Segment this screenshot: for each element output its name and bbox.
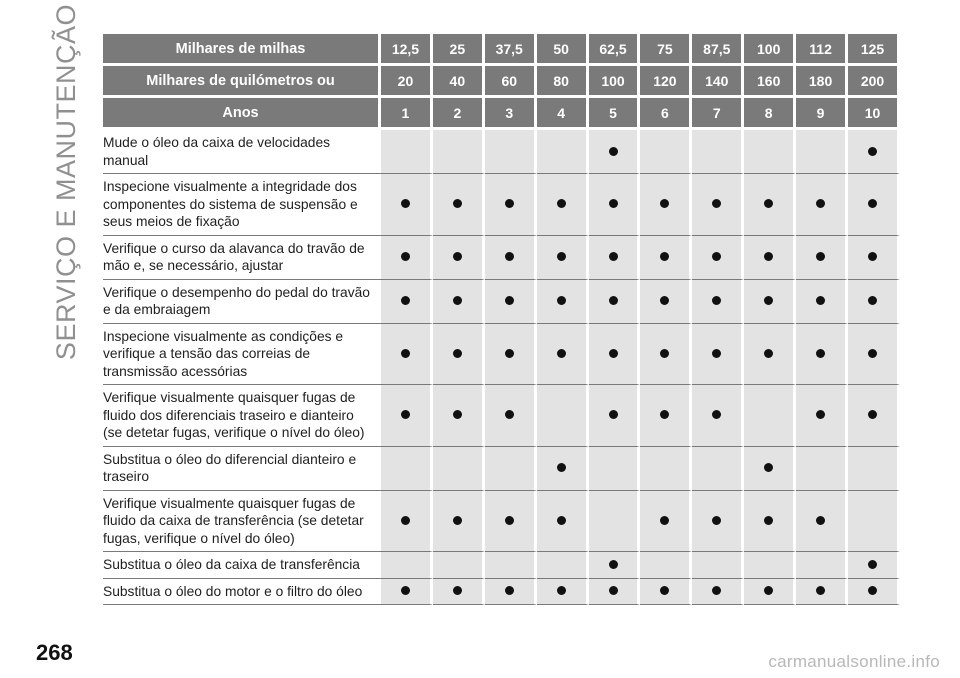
scheduled-cell — [589, 579, 641, 606]
empty-cell — [796, 552, 848, 579]
scheduled-cell — [692, 491, 744, 553]
interval-value: 20 — [381, 66, 433, 98]
scheduled-cell — [485, 579, 537, 606]
bullet-dot-icon — [505, 252, 514, 261]
scheduled-cell — [848, 130, 900, 174]
empty-cell — [848, 447, 900, 491]
bullet-dot-icon — [609, 349, 618, 358]
bullet-dot-icon — [660, 296, 669, 305]
bullet-dot-icon — [401, 296, 410, 305]
bullet-dot-icon — [557, 252, 566, 261]
bullet-dot-icon — [764, 586, 773, 595]
task-description-line: (se detetar fugas, verifique o nível do óleo) — [103, 425, 365, 440]
scheduled-cell — [796, 236, 848, 280]
scheduled-cell — [848, 280, 900, 324]
bullet-dot-icon — [453, 586, 462, 595]
task-description — [103, 579, 381, 606]
task-row — [103, 491, 900, 553]
scheduled-cell — [692, 324, 744, 386]
interval-value: 75 — [640, 34, 692, 66]
header-row-label: Milhares de milhas — [103, 34, 381, 66]
schedule-body — [103, 130, 900, 605]
interval-value: 100 — [744, 34, 796, 66]
task-description-line: mão e, se necessário, ajustar — [103, 258, 284, 273]
interval-value: 12,5 — [381, 34, 433, 66]
bullet-dot-icon — [401, 410, 410, 419]
interval-value: 80 — [537, 66, 589, 98]
scheduled-cell — [744, 324, 796, 386]
bullet-dot-icon — [712, 252, 721, 261]
task-description-line: e da embraiagem — [103, 302, 211, 317]
bullet-dot-icon — [401, 349, 410, 358]
task-row — [103, 130, 900, 174]
scheduled-cell — [640, 385, 692, 447]
empty-cell — [381, 130, 433, 174]
empty-cell — [485, 130, 537, 174]
empty-cell — [433, 552, 485, 579]
scheduled-cell — [537, 236, 589, 280]
empty-cell — [589, 447, 641, 491]
bullet-dot-icon — [764, 296, 773, 305]
bullet-dot-icon — [453, 199, 462, 208]
bullet-dot-icon — [401, 586, 410, 595]
scheduled-cell — [796, 280, 848, 324]
maintenance-schedule-table — [103, 34, 900, 605]
bullet-dot-icon — [609, 296, 618, 305]
task-description — [103, 236, 381, 280]
scheduled-cell — [381, 174, 433, 236]
interval-value: 4 — [537, 98, 589, 130]
bullet-dot-icon — [453, 252, 462, 261]
bullet-dot-icon — [660, 586, 669, 595]
interval-value: 50 — [537, 34, 589, 66]
task-description — [103, 130, 381, 174]
scheduled-cell — [848, 579, 900, 606]
bullet-dot-icon — [868, 147, 877, 156]
section-side-title — [46, 3, 86, 361]
bullet-dot-icon — [557, 463, 566, 472]
task-description-line: Substitua o óleo do diferencial dianteiro e — [103, 451, 357, 467]
bullet-dot-icon — [609, 199, 618, 208]
bullet-dot-icon — [868, 410, 877, 419]
bullet-dot-icon — [557, 199, 566, 208]
scheduled-cell — [589, 385, 641, 447]
scheduled-cell — [433, 491, 485, 553]
scheduled-cell — [848, 324, 900, 386]
task-description-line: Substitua o óleo do motor e o filtro do óleo — [103, 583, 363, 599]
bullet-dot-icon — [712, 296, 721, 305]
bullet-dot-icon — [816, 410, 825, 419]
interval-value: 10 — [848, 98, 900, 130]
scheduled-cell — [433, 174, 485, 236]
scheduled-cell — [485, 236, 537, 280]
scheduled-cell — [485, 491, 537, 553]
bullet-dot-icon — [401, 199, 410, 208]
task-description-line: Inspecione visualmente a integridade dos — [103, 179, 357, 194]
scheduled-cell — [589, 324, 641, 386]
interval-value: 200 — [848, 66, 900, 98]
scheduled-cell — [537, 447, 589, 491]
task-description-line: fluido da caixa de transferência (se detetar — [103, 513, 364, 528]
task-description-line: transmissão acessórias — [103, 363, 248, 379]
empty-cell — [744, 130, 796, 174]
empty-cell — [381, 447, 433, 491]
bullet-dot-icon — [609, 586, 618, 595]
section-title-text: SERVIÇO E MANUTENÇÃO — [50, 3, 81, 361]
bullet-dot-icon — [453, 349, 462, 358]
empty-cell — [796, 130, 848, 174]
interval-value: 112 — [796, 34, 848, 66]
bullet-dot-icon — [816, 516, 825, 525]
interval-value: 125 — [848, 34, 900, 66]
bullet-dot-icon — [868, 252, 877, 261]
interval-value: 5 — [589, 98, 641, 130]
task-description — [103, 174, 381, 236]
bullet-dot-icon — [453, 296, 462, 305]
empty-cell — [485, 447, 537, 491]
scheduled-cell — [381, 324, 433, 386]
empty-cell — [848, 491, 900, 553]
scheduled-cell — [537, 579, 589, 606]
scheduled-cell — [692, 236, 744, 280]
task-description-line: Verifique visualmente quaisquer fugas de — [103, 390, 356, 405]
task-description-line: seus meios de fixação — [103, 214, 240, 229]
scheduled-cell — [692, 174, 744, 236]
task-row — [103, 236, 900, 280]
scheduled-cell — [589, 236, 641, 280]
empty-cell — [433, 447, 485, 491]
bullet-dot-icon — [816, 586, 825, 595]
bullet-dot-icon — [660, 516, 669, 525]
empty-cell — [485, 552, 537, 579]
bullet-dot-icon — [764, 252, 773, 261]
bullet-dot-icon — [453, 410, 462, 419]
bullet-dot-icon — [868, 349, 877, 358]
empty-cell — [744, 552, 796, 579]
scheduled-cell — [744, 174, 796, 236]
bullet-dot-icon — [868, 586, 877, 595]
bullet-dot-icon — [505, 296, 514, 305]
task-description — [103, 447, 381, 491]
scheduled-cell — [485, 174, 537, 236]
scheduled-cell — [381, 491, 433, 553]
scheduled-cell — [537, 280, 589, 324]
scheduled-cell — [381, 280, 433, 324]
task-row — [103, 447, 900, 491]
header-row-label: Milhares de quilómetros ou — [103, 66, 381, 98]
interval-value: 87,5 — [692, 34, 744, 66]
scheduled-cell — [589, 552, 641, 579]
empty-cell — [589, 491, 641, 553]
interval-value: 1 — [381, 98, 433, 130]
scheduled-cell — [848, 174, 900, 236]
scheduled-cell — [433, 579, 485, 606]
bullet-dot-icon — [816, 199, 825, 208]
bullet-dot-icon — [453, 516, 462, 525]
page-number: 268 — [36, 640, 73, 665]
bullet-dot-icon — [609, 252, 618, 261]
empty-cell — [640, 447, 692, 491]
bullet-dot-icon — [401, 516, 410, 525]
scheduled-cell — [381, 579, 433, 606]
bullet-dot-icon — [712, 349, 721, 358]
task-description-line: componentes do sistema de suspensão e — [103, 196, 358, 212]
bullet-dot-icon — [505, 199, 514, 208]
interval-value: 100 — [589, 66, 641, 98]
scheduled-cell — [796, 579, 848, 606]
bullet-dot-icon — [868, 560, 877, 569]
scheduled-cell — [381, 385, 433, 447]
bullet-dot-icon — [764, 516, 773, 525]
scheduled-cell — [537, 324, 589, 386]
interval-value: 62,5 — [589, 34, 641, 66]
bullet-dot-icon — [764, 349, 773, 358]
scheduled-cell — [848, 236, 900, 280]
empty-cell — [744, 385, 796, 447]
interval-value: 7 — [692, 98, 744, 130]
task-row — [103, 579, 900, 606]
interval-value: 6 — [640, 98, 692, 130]
task-row — [103, 280, 900, 324]
watermark: carmanualsonline.info — [768, 652, 940, 671]
scheduled-cell — [640, 491, 692, 553]
bullet-dot-icon — [609, 147, 618, 156]
scheduled-cell — [848, 385, 900, 447]
bullet-dot-icon — [557, 516, 566, 525]
empty-cell — [381, 552, 433, 579]
scheduled-cell — [796, 324, 848, 386]
bullet-dot-icon — [609, 410, 618, 419]
interval-value: 25 — [433, 34, 485, 66]
bullet-dot-icon — [868, 199, 877, 208]
scheduled-cell — [485, 385, 537, 447]
task-description — [103, 324, 381, 386]
task-description-line: Verifique o curso da alavanca do travão de — [103, 240, 365, 256]
scheduled-cell — [744, 491, 796, 553]
task-description-line: Verifique visualmente quaisquer fugas de — [103, 495, 356, 511]
bullet-dot-icon — [712, 410, 721, 419]
empty-cell — [692, 447, 744, 491]
interval-value: 60 — [485, 66, 537, 98]
task-description-line: Mude o óleo da caixa de velocidades — [103, 135, 331, 150]
task-description-line: fluido dos diferenciais traseiro e dianteiro — [103, 407, 354, 423]
empty-cell — [537, 552, 589, 579]
bullet-dot-icon — [505, 410, 514, 419]
task-row — [103, 324, 900, 386]
scheduled-cell — [796, 385, 848, 447]
bullet-dot-icon — [505, 349, 514, 358]
interval-value: 3 — [485, 98, 537, 130]
scheduled-cell — [692, 280, 744, 324]
task-description-line: Substitua o óleo da caixa de transferência — [103, 557, 360, 572]
task-description — [103, 491, 381, 553]
task-description-line: Verifique o desempenho do pedal do travão — [103, 284, 370, 300]
bullet-dot-icon — [764, 199, 773, 208]
empty-cell — [433, 130, 485, 174]
bullet-dot-icon — [816, 252, 825, 261]
scheduled-cell — [485, 324, 537, 386]
scheduled-cell — [692, 579, 744, 606]
empty-cell — [640, 552, 692, 579]
empty-cell — [537, 130, 589, 174]
interval-value: 37,5 — [485, 34, 537, 66]
schedule-header — [103, 34, 900, 130]
scheduled-cell — [796, 491, 848, 553]
empty-cell — [796, 447, 848, 491]
bullet-dot-icon — [505, 586, 514, 595]
scheduled-cell — [537, 174, 589, 236]
interval-value: 9 — [796, 98, 848, 130]
bullet-dot-icon — [557, 296, 566, 305]
scheduled-cell — [640, 236, 692, 280]
interval-value: 8 — [744, 98, 796, 130]
scheduled-cell — [796, 174, 848, 236]
bullet-dot-icon — [868, 296, 877, 305]
interval-value: 2 — [433, 98, 485, 130]
bullet-dot-icon — [712, 586, 721, 595]
scheduled-cell — [589, 280, 641, 324]
scheduled-cell — [692, 385, 744, 447]
task-row — [103, 385, 900, 447]
bullet-dot-icon — [557, 586, 566, 595]
task-description-line: verifique a tensão das correias de — [103, 346, 311, 361]
scheduled-cell — [744, 236, 796, 280]
scheduled-cell — [640, 174, 692, 236]
task-row — [103, 174, 900, 236]
scheduled-cell — [589, 130, 641, 174]
bullet-dot-icon — [401, 252, 410, 261]
bullet-dot-icon — [712, 199, 721, 208]
scheduled-cell — [640, 579, 692, 606]
interval-value: 160 — [744, 66, 796, 98]
task-row — [103, 552, 900, 579]
interval-value: 120 — [640, 66, 692, 98]
interval-value: 140 — [692, 66, 744, 98]
scheduled-cell — [381, 236, 433, 280]
bullet-dot-icon — [505, 516, 514, 525]
header-row — [103, 66, 900, 98]
scheduled-cell — [640, 280, 692, 324]
scheduled-cell — [485, 280, 537, 324]
bullet-dot-icon — [816, 296, 825, 305]
task-description-line: Inspecione visualmente as condições e — [103, 328, 344, 344]
bullet-dot-icon — [557, 349, 566, 358]
header-row — [103, 34, 900, 66]
interval-value: 180 — [796, 66, 848, 98]
scheduled-cell — [433, 280, 485, 324]
empty-cell — [692, 552, 744, 579]
task-description-line: manual — [103, 152, 149, 168]
header-row-label: Anos — [103, 98, 381, 130]
bullet-dot-icon — [764, 463, 773, 472]
bullet-dot-icon — [816, 349, 825, 358]
scheduled-cell — [433, 236, 485, 280]
task-description-line: traseiro — [103, 469, 150, 484]
empty-cell — [537, 385, 589, 447]
empty-cell — [640, 130, 692, 174]
scheduled-cell — [744, 579, 796, 606]
task-description — [103, 385, 381, 447]
bullet-dot-icon — [712, 516, 721, 525]
task-description — [103, 280, 381, 324]
bullet-dot-icon — [609, 560, 618, 569]
bullet-dot-icon — [660, 349, 669, 358]
bullet-dot-icon — [660, 199, 669, 208]
task-description — [103, 552, 381, 579]
task-description-line: fugas, verifique o nível do óleo) — [103, 530, 295, 546]
interval-value: 40 — [433, 66, 485, 98]
scheduled-cell — [848, 552, 900, 579]
empty-cell — [692, 130, 744, 174]
scheduled-cell — [640, 324, 692, 386]
scheduled-cell — [589, 174, 641, 236]
scheduled-cell — [433, 324, 485, 386]
scheduled-cell — [744, 280, 796, 324]
scheduled-cell — [537, 491, 589, 553]
scheduled-cell — [744, 447, 796, 491]
scheduled-cell — [433, 385, 485, 447]
header-row — [103, 98, 900, 130]
bullet-dot-icon — [660, 410, 669, 419]
bullet-dot-icon — [660, 252, 669, 261]
